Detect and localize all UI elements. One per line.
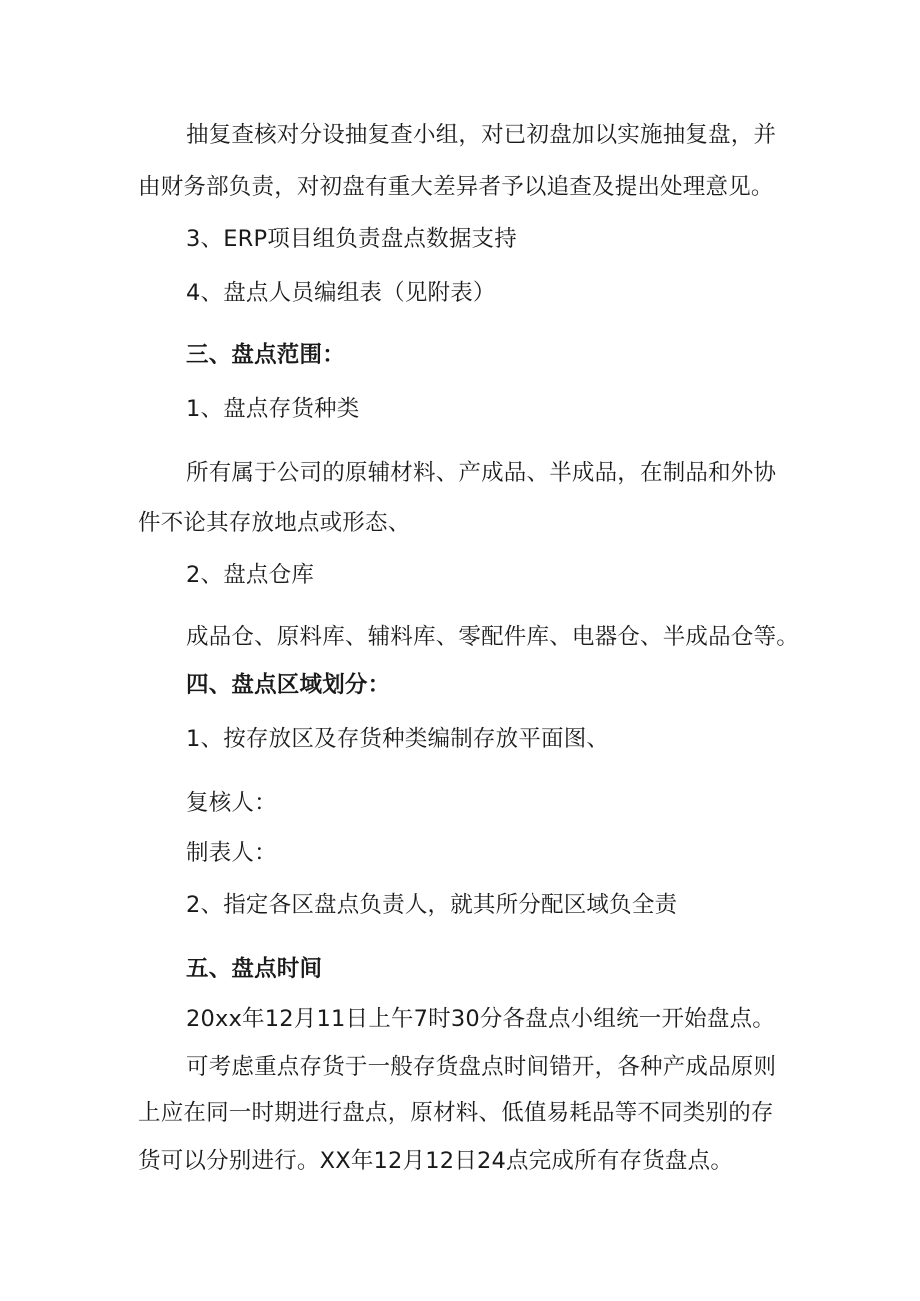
paragraph-audit-line1: 抽复查核对分设抽复查小组，对已初盘加以实施抽复盘，并 [186, 122, 777, 148]
section-heading-scope: 三、盘点范围： [186, 342, 345, 368]
scope-item-types: 1、盘点存货种类 [186, 396, 360, 422]
section-heading-time: 五、盘点时间 [186, 956, 323, 982]
time-paragraph-line1: 可考虑重点存货于一般存货盘点时间错开，各种产成品原则 [186, 1054, 777, 1080]
warehouse-list: 成品仓、原料库、辅料库、零配件库、电器仓、半成品仓等。 [186, 624, 799, 650]
time-start: 20xx年12月11日上午7时30分各盘点小组统一开始盘点。 [186, 1006, 775, 1032]
time-paragraph-line3: 货可以分别进行。XX年12月12日24点完成所有存货盘点。 [138, 1148, 734, 1174]
paragraph-audit-line2: 由财务部负责，对初盘有重大差异者予以追查及提出处理意见。 [138, 174, 774, 200]
scope-item-warehouses: 2、盘点仓库 [186, 562, 315, 588]
area-item-owner: 2、指定各区盘点负责人，就其所分配区域负全责 [186, 892, 678, 918]
section-heading-area: 四、盘点区域划分： [186, 672, 391, 698]
time-paragraph-line2: 上应在同一时期进行盘点，原材料、低值易耗品等不同类别的存 [138, 1100, 774, 1126]
scope-paragraph-line1: 所有属于公司的原辅材料、产成品、半成品，在制品和外协 [186, 460, 777, 486]
preparer-label: 制表人： [186, 840, 277, 866]
scope-paragraph-line2: 件不论其存放地点或形态、 [138, 510, 411, 536]
area-item-floorplan: 1、按存放区及存货种类编制存放平面图、 [186, 726, 610, 752]
item-erp-support: 3、ERP项目组负责盘点数据支持 [186, 226, 517, 252]
reviewer-label: 复核人： [186, 790, 277, 816]
item-staff-grouping: 4、盘点人员编组表（见附表） [186, 280, 496, 306]
